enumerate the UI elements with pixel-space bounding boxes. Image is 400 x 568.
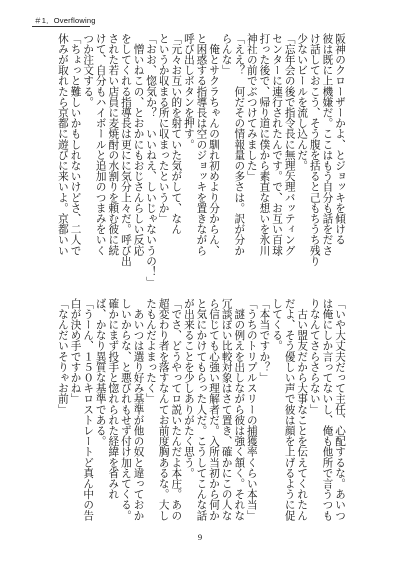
chapter-header: ＃1．Overflowing [34,16,96,25]
text-block-bottom: 「いや大丈夫だって主任、心配するな。あいつ は俺にしか言ってないし、俺も他所で言うつも りなんてさらさらない」 古い盟友だから大事なことを伝えてくれたん だよ、そう優しい声で彼は顔を上げるように促 してくる。 「本当ですか？」 「うちのトリプルスリーの捕獲率くらい本当」 謎の例えを出しながら彼は強く頷く。それな 冗談ぽい比較対象はさて置き、確かにこの人な ら信じても心強い理解者だ。入所当初から何か と気にかけてもらった人だ。こうしてこんな話 が出来ることを少しありがたく思う。 「でさ、どうやってロ説いたんだよ本庄。あの 超変わり者を落すなんてお前度胸あるな。大し たもんだよまったく」 あいつは選り好み基準が他の奴と違っておか しいからな、と悪びれもせず付け加えてくる。 確かにまず投手と惚れられた経緯を省みれ ば、かなり異質な基準である。 「うーん、１５０キロストレートど真ん中の告 白が決め手ですかね」 「なんだいそりゃお前」 [56,298,346,521]
page-number: 9 [197,532,203,542]
header-underline [32,26,90,27]
text-block-top: 阪神のクローザーかよ、とジョッキを傾ける 彼は既に上機嫌だ。ここはもう自分も話をださ け話しておこう、そう腹を括ると己もちうち残り 少ないビールを流し込んだ。 「忘年会の後で指令長に無理矢理バッティング センターに連行されたんです。で、お互い百球 打った後で、帰り道に僕から素直な想いを氷川 神社の前でぶつけてみました」 「ええ？ 何だその情報量の多さは。訳が分か らんな」 俺とサクラちゃんの馴れ初めより分からん、 と困惑する指導長は空のジョッキを置きながら 呼び出しボタンを押す。 「元々お互い的を射ていた気がして、なん というか収まる所に収まったというか」 「おお、惚気か？ いいねえ、しいじゃないうの！」 憎いねこの、とおかにもおじさんらしい反応 をしてくれる指導長は更にに気分上々だ。呼び出 された若い店員に麦焼酎の水割りを頼む彼に続 けて、自分もハイボールと追加のつまみをいく つか注文する。 「ちょっと難しいかもしれないけどさ、二人で 休みが取れたら京都に遊びに来いよ。京都いい [56,33,346,288]
